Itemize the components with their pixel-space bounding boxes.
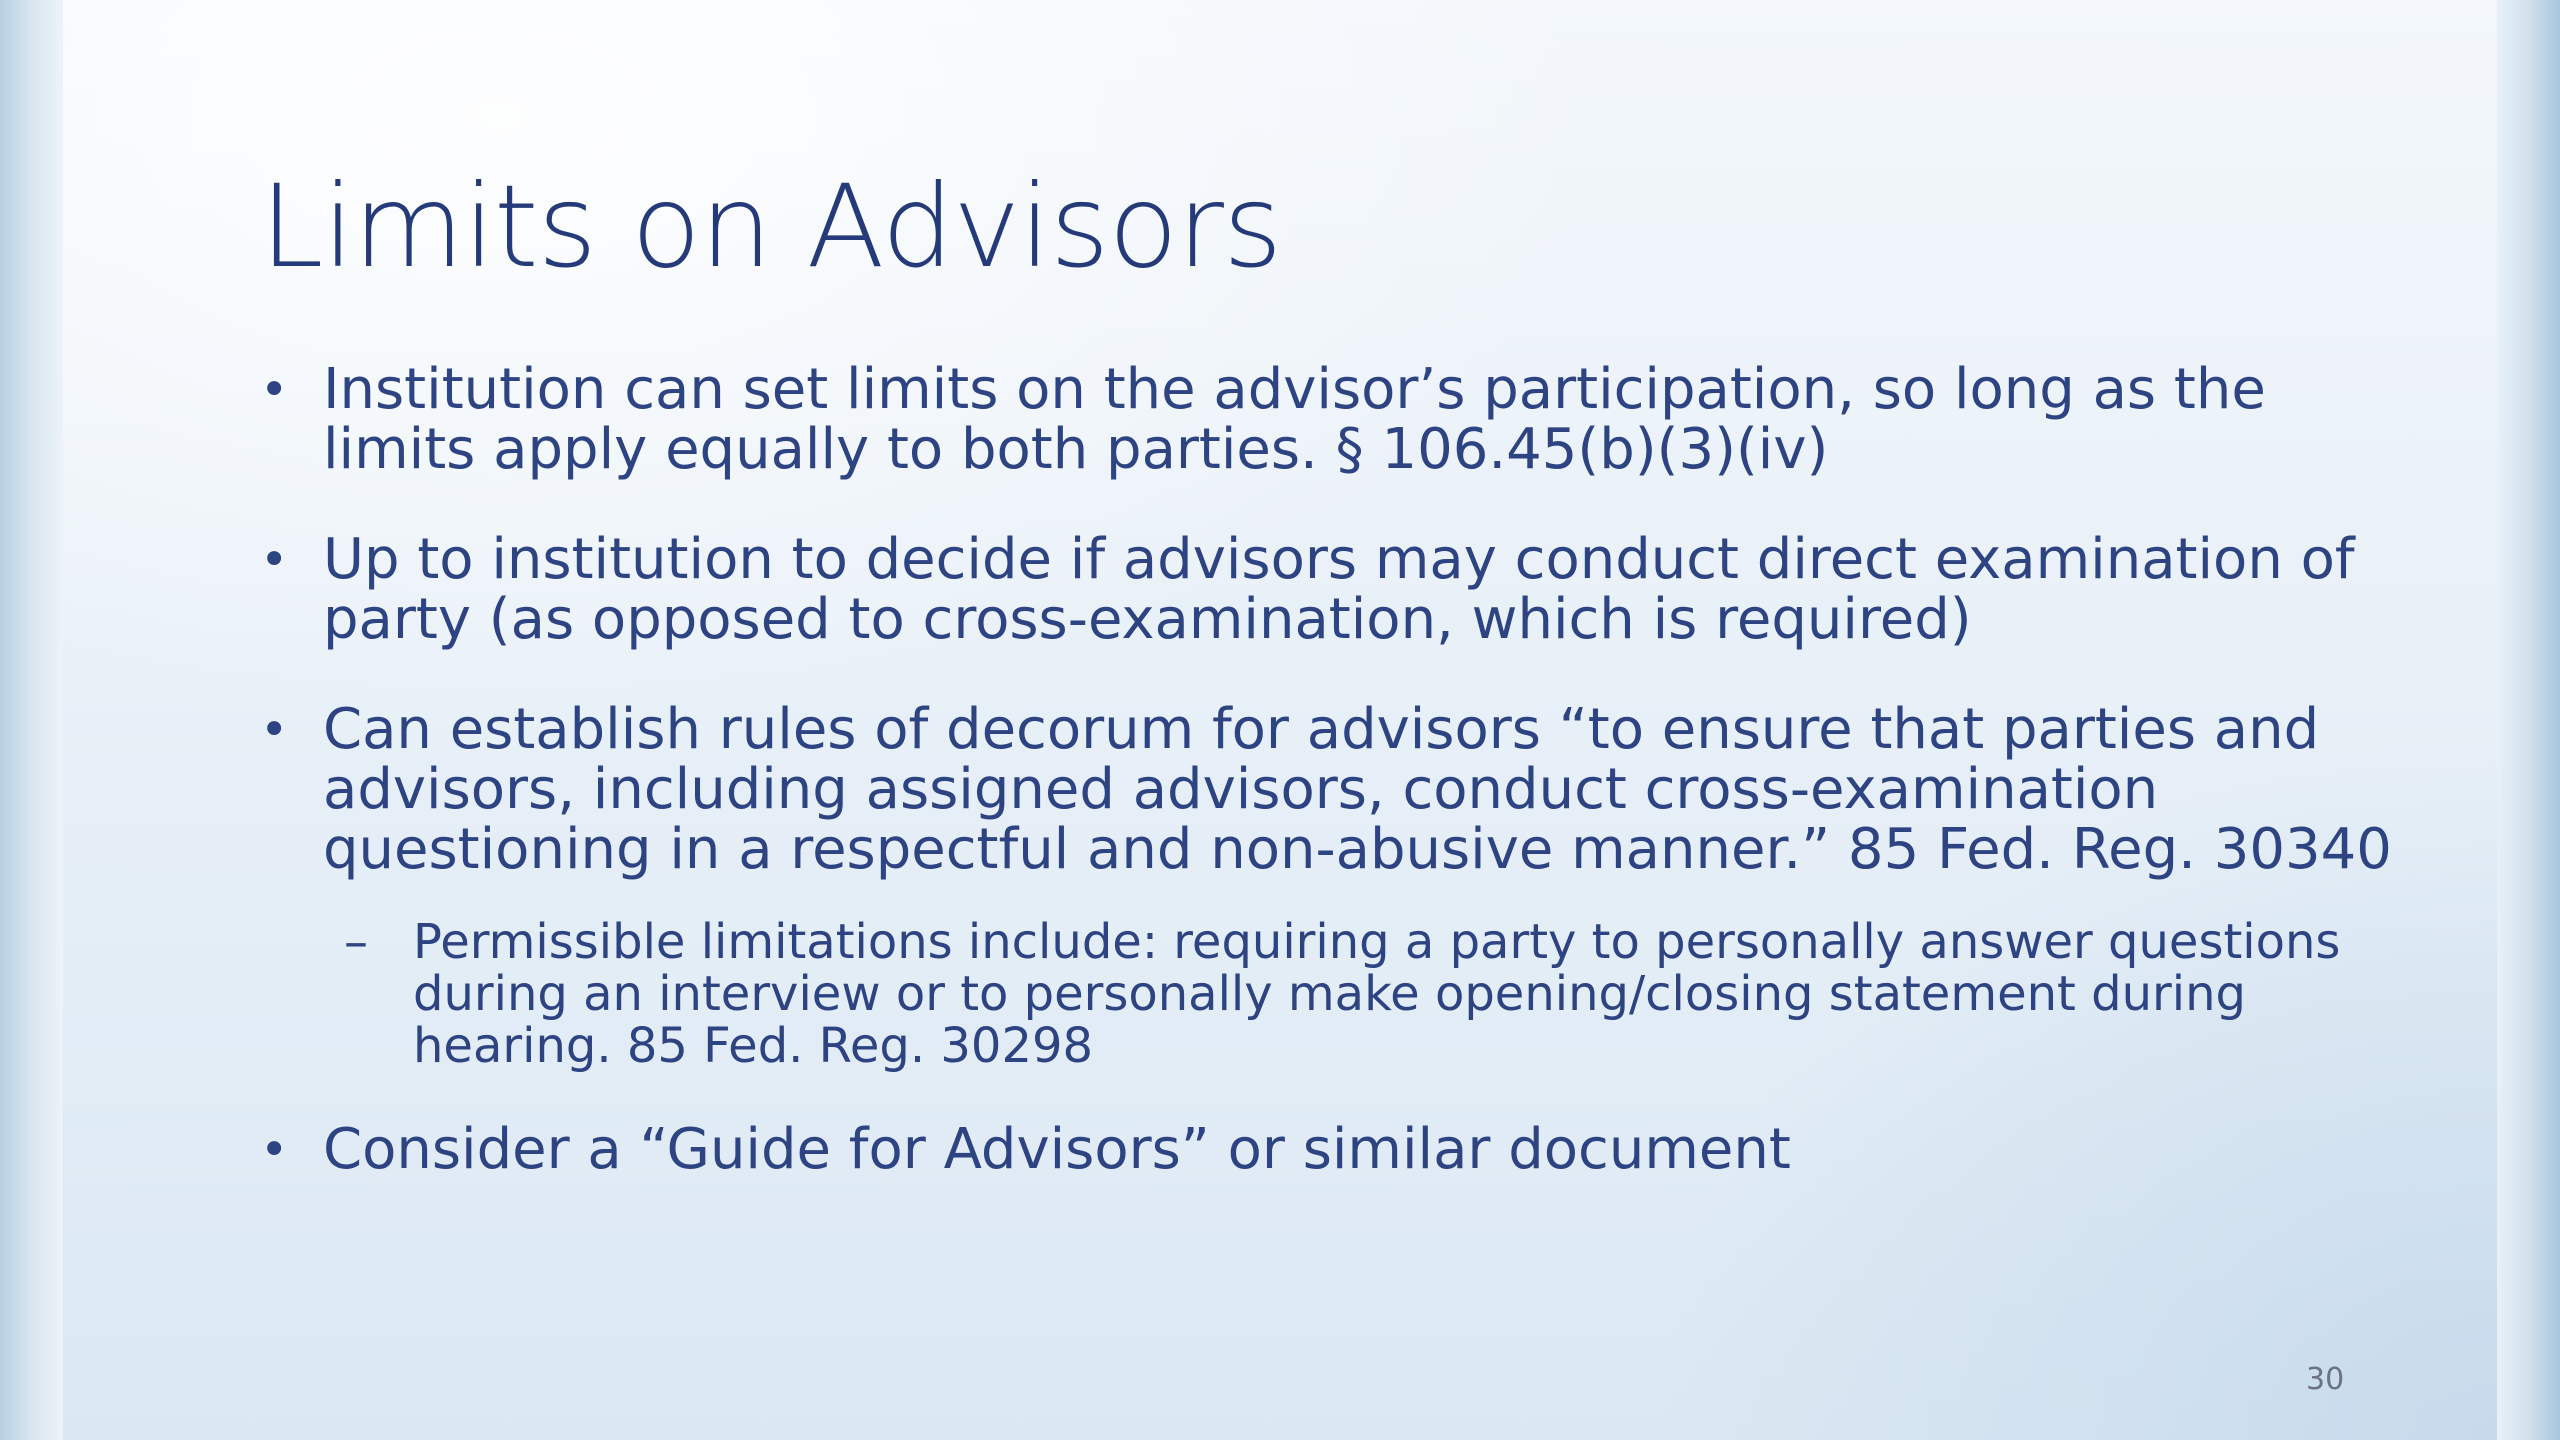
slide-page-number: 30 bbox=[2306, 1362, 2345, 1397]
bullet-marker: • bbox=[260, 702, 289, 758]
sub-bullet-marker: – bbox=[344, 914, 368, 970]
bullet-text: Consider a “Guide for Advisors” or similar document bbox=[323, 1117, 1791, 1182]
bullet-item bbox=[260, 1117, 2400, 1182]
sub-bullet-text: Permissible limitations include: requiring a party to personally answer questions during an interview or to personally make opening/closing statement during hearing. 85 Fed. Reg. 30298 bbox=[413, 914, 2341, 1074]
bullet-text: Up to institution to decide if advisors may conduct direct examination of party (as opposed to cross-examination, which is required) bbox=[323, 527, 2355, 652]
bullet-marker: • bbox=[260, 362, 289, 418]
bullet-item bbox=[260, 527, 2400, 652]
bullet-marker: • bbox=[260, 532, 289, 588]
sub-bullet-item bbox=[260, 916, 2400, 1072]
bullet-text: Institution can set limits on the advisor’s participation, so long as the limits apply equally to both parties. § 106.45(b)(3)(iv) bbox=[323, 357, 2266, 482]
bullet-marker: • bbox=[260, 1122, 289, 1178]
bullet-text: Can establish rules of decorum for advisors “to ensure that parties and advisors, including assigned advisors, conduct cross-examination questioning in a respectful and non-abusive manner.” 85 Fed. Reg. 30340 bbox=[323, 697, 2392, 882]
slide-body bbox=[260, 357, 2400, 1230]
bullet-item bbox=[260, 357, 2400, 482]
slide-title: Limits on Advisors bbox=[260, 160, 1282, 293]
slide bbox=[63, 0, 2497, 1440]
bullet-item bbox=[260, 697, 2400, 882]
